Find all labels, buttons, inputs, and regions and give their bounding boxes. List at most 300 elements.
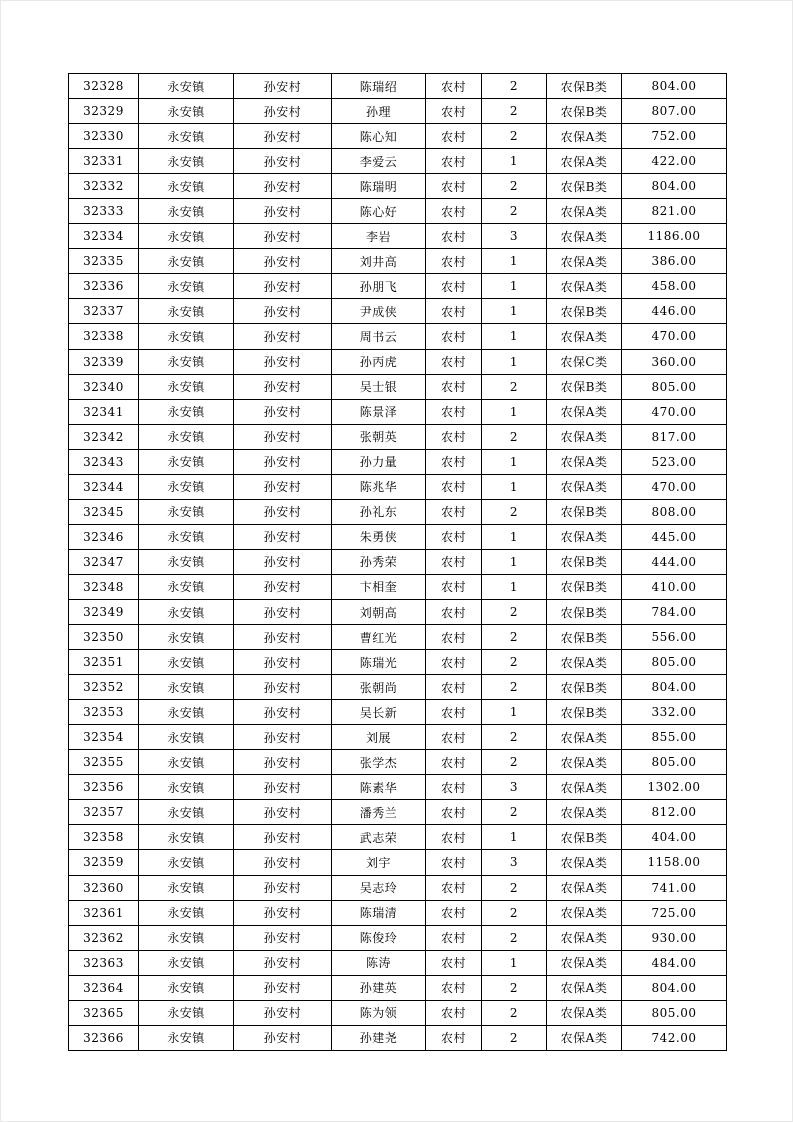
- person-name-cell: 孙建英: [332, 975, 426, 1000]
- amount-cell: 741.00: [622, 875, 727, 900]
- town-cell: 永安镇: [139, 825, 234, 850]
- person-count-cell: 2: [482, 875, 547, 900]
- person-name-cell: 陈瑞明: [332, 174, 426, 199]
- town-cell: 永安镇: [139, 99, 234, 124]
- person-count-cell: 2: [482, 675, 547, 700]
- residence-type-cell: 农村: [426, 825, 482, 850]
- village-cell: 孙安村: [234, 574, 332, 599]
- village-cell: 孙安村: [234, 274, 332, 299]
- insurance-category-cell: 农保B类: [547, 299, 622, 324]
- village-cell: 孙安村: [234, 975, 332, 1000]
- residence-type-cell: 农村: [426, 474, 482, 499]
- person-name-cell: 陈心知: [332, 124, 426, 149]
- insurance-category-cell: 农保B类: [547, 174, 622, 199]
- person-name-cell: 孙力量: [332, 449, 426, 474]
- person-count-cell: 2: [482, 800, 547, 825]
- town-cell: 永安镇: [139, 625, 234, 650]
- insurance-category-cell: 农保A类: [547, 875, 622, 900]
- person-count-cell: 2: [482, 1000, 547, 1025]
- village-cell: 孙安村: [234, 374, 332, 399]
- benefits-table: [68, 73, 727, 1051]
- insurance-category-cell: 农保A类: [547, 474, 622, 499]
- table-row: [69, 875, 727, 900]
- table-row: [69, 249, 727, 274]
- person-name-cell: 孙理: [332, 99, 426, 124]
- person-name-cell: 刘展: [332, 725, 426, 750]
- amount-cell: 410.00: [622, 574, 727, 599]
- person-count-cell: 1: [482, 399, 547, 424]
- serial-number-cell: 32350: [69, 625, 139, 650]
- town-cell: 永安镇: [139, 349, 234, 374]
- serial-number-cell: 32347: [69, 549, 139, 574]
- person-count-cell: 2: [482, 499, 547, 524]
- serial-number-cell: 32330: [69, 124, 139, 149]
- insurance-category-cell: 农保A类: [547, 399, 622, 424]
- town-cell: 永安镇: [139, 174, 234, 199]
- table-row: [69, 549, 727, 574]
- serial-number-cell: 32359: [69, 850, 139, 875]
- person-name-cell: 孙建尧: [332, 1025, 426, 1050]
- town-cell: 永安镇: [139, 424, 234, 449]
- residence-type-cell: 农村: [426, 750, 482, 775]
- person-name-cell: 朱勇侠: [332, 524, 426, 549]
- person-count-cell: 2: [482, 124, 547, 149]
- residence-type-cell: 农村: [426, 850, 482, 875]
- residence-type-cell: 农村: [426, 174, 482, 199]
- village-cell: 孙安村: [234, 224, 332, 249]
- person-name-cell: 陈涛: [332, 950, 426, 975]
- amount-cell: 808.00: [622, 499, 727, 524]
- amount-cell: 523.00: [622, 449, 727, 474]
- table-row: [69, 675, 727, 700]
- serial-number-cell: 32349: [69, 599, 139, 624]
- residence-type-cell: 农村: [426, 274, 482, 299]
- insurance-category-cell: 农保B类: [547, 574, 622, 599]
- person-name-cell: 陈为领: [332, 1000, 426, 1025]
- amount-cell: 556.00: [622, 625, 727, 650]
- serial-number-cell: 32345: [69, 499, 139, 524]
- insurance-category-cell: 农保B类: [547, 700, 622, 725]
- person-name-cell: 李爱云: [332, 149, 426, 174]
- serial-number-cell: 32344: [69, 474, 139, 499]
- insurance-category-cell: 农保B类: [547, 625, 622, 650]
- town-cell: 永安镇: [139, 875, 234, 900]
- table-row: [69, 700, 727, 725]
- amount-cell: 804.00: [622, 74, 727, 99]
- residence-type-cell: 农村: [426, 524, 482, 549]
- village-cell: 孙安村: [234, 199, 332, 224]
- serial-number-cell: 32362: [69, 925, 139, 950]
- person-count-cell: 1: [482, 149, 547, 174]
- person-count-cell: 2: [482, 99, 547, 124]
- town-cell: 永安镇: [139, 124, 234, 149]
- serial-number-cell: 32335: [69, 249, 139, 274]
- amount-cell: 404.00: [622, 825, 727, 850]
- table-row: [69, 74, 727, 99]
- person-name-cell: 孙朋飞: [332, 274, 426, 299]
- village-cell: 孙安村: [234, 299, 332, 324]
- person-name-cell: 刘井高: [332, 249, 426, 274]
- person-count-cell: 1: [482, 324, 547, 349]
- residence-type-cell: 农村: [426, 1025, 482, 1050]
- town-cell: 永安镇: [139, 900, 234, 925]
- table-row: [69, 850, 727, 875]
- town-cell: 永安镇: [139, 800, 234, 825]
- village-cell: 孙安村: [234, 149, 332, 174]
- insurance-category-cell: 农保A类: [547, 449, 622, 474]
- person-name-cell: 武志荣: [332, 825, 426, 850]
- table-row: [69, 174, 727, 199]
- person-name-cell: 陈心好: [332, 199, 426, 224]
- village-cell: 孙安村: [234, 650, 332, 675]
- table-row: [69, 900, 727, 925]
- residence-type-cell: 农村: [426, 925, 482, 950]
- town-cell: 永安镇: [139, 374, 234, 399]
- serial-number-cell: 32337: [69, 299, 139, 324]
- person-count-cell: 2: [482, 975, 547, 1000]
- residence-type-cell: 农村: [426, 1000, 482, 1025]
- amount-cell: 805.00: [622, 1000, 727, 1025]
- town-cell: 永安镇: [139, 74, 234, 99]
- person-name-cell: 张学杰: [332, 750, 426, 775]
- table-row: [69, 950, 727, 975]
- amount-cell: 470.00: [622, 399, 727, 424]
- person-name-cell: 李岩: [332, 224, 426, 249]
- amount-cell: 458.00: [622, 274, 727, 299]
- serial-number-cell: 32355: [69, 750, 139, 775]
- table-row: [69, 574, 727, 599]
- village-cell: 孙安村: [234, 424, 332, 449]
- village-cell: 孙安村: [234, 449, 332, 474]
- insurance-category-cell: 农保B类: [547, 374, 622, 399]
- person-name-cell: 尹成侠: [332, 299, 426, 324]
- person-name-cell: 卞相奎: [332, 574, 426, 599]
- village-cell: 孙安村: [234, 549, 332, 574]
- person-count-cell: 1: [482, 474, 547, 499]
- insurance-category-cell: 农保B类: [547, 499, 622, 524]
- person-name-cell: 陈素华: [332, 775, 426, 800]
- serial-number-cell: 32348: [69, 574, 139, 599]
- person-count-cell: 1: [482, 299, 547, 324]
- insurance-category-cell: 农保B类: [547, 549, 622, 574]
- amount-cell: 805.00: [622, 750, 727, 775]
- insurance-category-cell: 农保A类: [547, 775, 622, 800]
- residence-type-cell: 农村: [426, 349, 482, 374]
- table-row: [69, 274, 727, 299]
- amount-cell: 1158.00: [622, 850, 727, 875]
- village-cell: 孙安村: [234, 725, 332, 750]
- table-row: [69, 449, 727, 474]
- amount-cell: 386.00: [622, 249, 727, 274]
- person-name-cell: 刘宇: [332, 850, 426, 875]
- residence-type-cell: 农村: [426, 800, 482, 825]
- amount-cell: 817.00: [622, 424, 727, 449]
- person-name-cell: 孙礼东: [332, 499, 426, 524]
- town-cell: 永安镇: [139, 249, 234, 274]
- village-cell: 孙安村: [234, 675, 332, 700]
- person-count-cell: 3: [482, 775, 547, 800]
- person-count-cell: 1: [482, 700, 547, 725]
- person-count-cell: 2: [482, 199, 547, 224]
- table-row: [69, 1000, 727, 1025]
- insurance-category-cell: 农保A类: [547, 900, 622, 925]
- serial-number-cell: 32333: [69, 199, 139, 224]
- village-cell: 孙安村: [234, 524, 332, 549]
- village-cell: 孙安村: [234, 499, 332, 524]
- table-row: [69, 424, 727, 449]
- person-count-cell: 3: [482, 224, 547, 249]
- amount-cell: 444.00: [622, 549, 727, 574]
- serial-number-cell: 32356: [69, 775, 139, 800]
- table-row: [69, 750, 727, 775]
- amount-cell: 930.00: [622, 925, 727, 950]
- person-name-cell: 张朝英: [332, 424, 426, 449]
- person-name-cell: 张朝尚: [332, 675, 426, 700]
- village-cell: 孙安村: [234, 399, 332, 424]
- person-count-cell: 1: [482, 524, 547, 549]
- amount-cell: 446.00: [622, 299, 727, 324]
- amount-cell: 1186.00: [622, 224, 727, 249]
- person-count-cell: 1: [482, 825, 547, 850]
- insurance-category-cell: 农保A类: [547, 975, 622, 1000]
- serial-number-cell: 32339: [69, 349, 139, 374]
- town-cell: 永安镇: [139, 599, 234, 624]
- insurance-category-cell: 农保B类: [547, 675, 622, 700]
- insurance-category-cell: 农保A类: [547, 950, 622, 975]
- person-count-cell: 2: [482, 374, 547, 399]
- person-count-cell: 2: [482, 1025, 547, 1050]
- residence-type-cell: 农村: [426, 199, 482, 224]
- residence-type-cell: 农村: [426, 549, 482, 574]
- amount-cell: 804.00: [622, 675, 727, 700]
- person-count-cell: 2: [482, 750, 547, 775]
- table-row: [69, 399, 727, 424]
- insurance-category-cell: 农保C类: [547, 349, 622, 374]
- serial-number-cell: 32360: [69, 875, 139, 900]
- village-cell: 孙安村: [234, 925, 332, 950]
- town-cell: 永安镇: [139, 675, 234, 700]
- amount-cell: 804.00: [622, 174, 727, 199]
- town-cell: 永安镇: [139, 650, 234, 675]
- insurance-category-cell: 农保A类: [547, 274, 622, 299]
- serial-number-cell: 32329: [69, 99, 139, 124]
- village-cell: 孙安村: [234, 950, 332, 975]
- person-count-cell: 1: [482, 449, 547, 474]
- serial-number-cell: 32351: [69, 650, 139, 675]
- village-cell: 孙安村: [234, 850, 332, 875]
- person-name-cell: 吴长新: [332, 700, 426, 725]
- town-cell: 永安镇: [139, 1025, 234, 1050]
- person-count-cell: 2: [482, 625, 547, 650]
- table-row: [69, 99, 727, 124]
- person-name-cell: 陈瑞清: [332, 900, 426, 925]
- residence-type-cell: 农村: [426, 249, 482, 274]
- serial-number-cell: 32342: [69, 424, 139, 449]
- village-cell: 孙安村: [234, 825, 332, 850]
- village-cell: 孙安村: [234, 324, 332, 349]
- insurance-category-cell: 农保B类: [547, 825, 622, 850]
- town-cell: 永安镇: [139, 549, 234, 574]
- amount-cell: 422.00: [622, 149, 727, 174]
- serial-number-cell: 32352: [69, 675, 139, 700]
- amount-cell: 742.00: [622, 1025, 727, 1050]
- table-row: [69, 299, 727, 324]
- amount-cell: 807.00: [622, 99, 727, 124]
- person-name-cell: 孙秀荣: [332, 549, 426, 574]
- town-cell: 永安镇: [139, 474, 234, 499]
- residence-type-cell: 农村: [426, 324, 482, 349]
- residence-type-cell: 农村: [426, 875, 482, 900]
- serial-number-cell: 32366: [69, 1025, 139, 1050]
- amount-cell: 752.00: [622, 124, 727, 149]
- person-count-cell: 1: [482, 274, 547, 299]
- amount-cell: 855.00: [622, 725, 727, 750]
- amount-cell: 332.00: [622, 700, 727, 725]
- table-row: [69, 224, 727, 249]
- table-row: [69, 650, 727, 675]
- village-cell: 孙安村: [234, 124, 332, 149]
- residence-type-cell: 农村: [426, 149, 482, 174]
- amount-cell: 445.00: [622, 524, 727, 549]
- amount-cell: 1302.00: [622, 775, 727, 800]
- person-count-cell: 1: [482, 574, 547, 599]
- serial-number-cell: 32336: [69, 274, 139, 299]
- serial-number-cell: 32353: [69, 700, 139, 725]
- person-count-cell: 1: [482, 349, 547, 374]
- insurance-category-cell: 农保A类: [547, 224, 622, 249]
- residence-type-cell: 农村: [426, 374, 482, 399]
- amount-cell: 360.00: [622, 349, 727, 374]
- town-cell: 永安镇: [139, 1000, 234, 1025]
- village-cell: 孙安村: [234, 775, 332, 800]
- person-name-cell: 陈兆华: [332, 474, 426, 499]
- town-cell: 永安镇: [139, 149, 234, 174]
- village-cell: 孙安村: [234, 599, 332, 624]
- table-row: [69, 524, 727, 549]
- person-name-cell: 潘秀兰: [332, 800, 426, 825]
- amount-cell: 470.00: [622, 474, 727, 499]
- serial-number-cell: 32363: [69, 950, 139, 975]
- table-row: [69, 775, 727, 800]
- residence-type-cell: 农村: [426, 725, 482, 750]
- insurance-category-cell: 农保A类: [547, 1000, 622, 1025]
- residence-type-cell: 农村: [426, 599, 482, 624]
- village-cell: 孙安村: [234, 625, 332, 650]
- residence-type-cell: 农村: [426, 975, 482, 1000]
- person-count-cell: 1: [482, 549, 547, 574]
- insurance-category-cell: 农保A类: [547, 1025, 622, 1050]
- table-row: [69, 149, 727, 174]
- amount-cell: 484.00: [622, 950, 727, 975]
- residence-type-cell: 农村: [426, 449, 482, 474]
- residence-type-cell: 农村: [426, 299, 482, 324]
- person-count-cell: 2: [482, 925, 547, 950]
- village-cell: 孙安村: [234, 700, 332, 725]
- village-cell: 孙安村: [234, 474, 332, 499]
- table-row: [69, 124, 727, 149]
- person-name-cell: 陈俊玲: [332, 925, 426, 950]
- amount-cell: 805.00: [622, 650, 727, 675]
- table-row: [69, 725, 727, 750]
- village-cell: 孙安村: [234, 174, 332, 199]
- insurance-category-cell: 农保A类: [547, 424, 622, 449]
- amount-cell: 725.00: [622, 900, 727, 925]
- village-cell: 孙安村: [234, 875, 332, 900]
- residence-type-cell: 农村: [426, 650, 482, 675]
- insurance-category-cell: 农保A类: [547, 149, 622, 174]
- insurance-category-cell: 农保A类: [547, 925, 622, 950]
- serial-number-cell: 32331: [69, 149, 139, 174]
- town-cell: 永安镇: [139, 399, 234, 424]
- table-row: [69, 199, 727, 224]
- serial-number-cell: 32338: [69, 324, 139, 349]
- amount-cell: 470.00: [622, 324, 727, 349]
- serial-number-cell: 32343: [69, 449, 139, 474]
- serial-number-cell: 32340: [69, 374, 139, 399]
- person-count-cell: 2: [482, 424, 547, 449]
- residence-type-cell: 农村: [426, 499, 482, 524]
- residence-type-cell: 农村: [426, 900, 482, 925]
- insurance-category-cell: 农保A类: [547, 524, 622, 549]
- person-count-cell: 1: [482, 950, 547, 975]
- table-row: [69, 599, 727, 624]
- table-body: [69, 74, 727, 1051]
- town-cell: 永安镇: [139, 524, 234, 549]
- person-count-cell: 2: [482, 599, 547, 624]
- serial-number-cell: 32346: [69, 524, 139, 549]
- serial-number-cell: 32357: [69, 800, 139, 825]
- town-cell: 永安镇: [139, 274, 234, 299]
- residence-type-cell: 农村: [426, 950, 482, 975]
- residence-type-cell: 农村: [426, 74, 482, 99]
- insurance-category-cell: 农保A类: [547, 800, 622, 825]
- person-name-cell: 曹红光: [332, 625, 426, 650]
- table-row: [69, 1025, 727, 1050]
- person-count-cell: 2: [482, 174, 547, 199]
- residence-type-cell: 农村: [426, 775, 482, 800]
- residence-type-cell: 农村: [426, 99, 482, 124]
- village-cell: 孙安村: [234, 750, 332, 775]
- residence-type-cell: 农村: [426, 399, 482, 424]
- serial-number-cell: 32332: [69, 174, 139, 199]
- town-cell: 永安镇: [139, 775, 234, 800]
- village-cell: 孙安村: [234, 800, 332, 825]
- town-cell: 永安镇: [139, 199, 234, 224]
- serial-number-cell: 32365: [69, 1000, 139, 1025]
- table-row: [69, 474, 727, 499]
- serial-number-cell: 32361: [69, 900, 139, 925]
- residence-type-cell: 农村: [426, 700, 482, 725]
- table-row: [69, 374, 727, 399]
- person-name-cell: 吴士银: [332, 374, 426, 399]
- serial-number-cell: 32334: [69, 224, 139, 249]
- town-cell: 永安镇: [139, 925, 234, 950]
- amount-cell: 821.00: [622, 199, 727, 224]
- person-count-cell: 2: [482, 74, 547, 99]
- town-cell: 永安镇: [139, 850, 234, 875]
- person-name-cell: 陈景泽: [332, 399, 426, 424]
- village-cell: 孙安村: [234, 74, 332, 99]
- town-cell: 永安镇: [139, 299, 234, 324]
- town-cell: 永安镇: [139, 725, 234, 750]
- town-cell: 永安镇: [139, 324, 234, 349]
- residence-type-cell: 农村: [426, 424, 482, 449]
- insurance-category-cell: 农保B类: [547, 599, 622, 624]
- town-cell: 永安镇: [139, 499, 234, 524]
- serial-number-cell: 32341: [69, 399, 139, 424]
- table-row: [69, 975, 727, 1000]
- table-row: [69, 825, 727, 850]
